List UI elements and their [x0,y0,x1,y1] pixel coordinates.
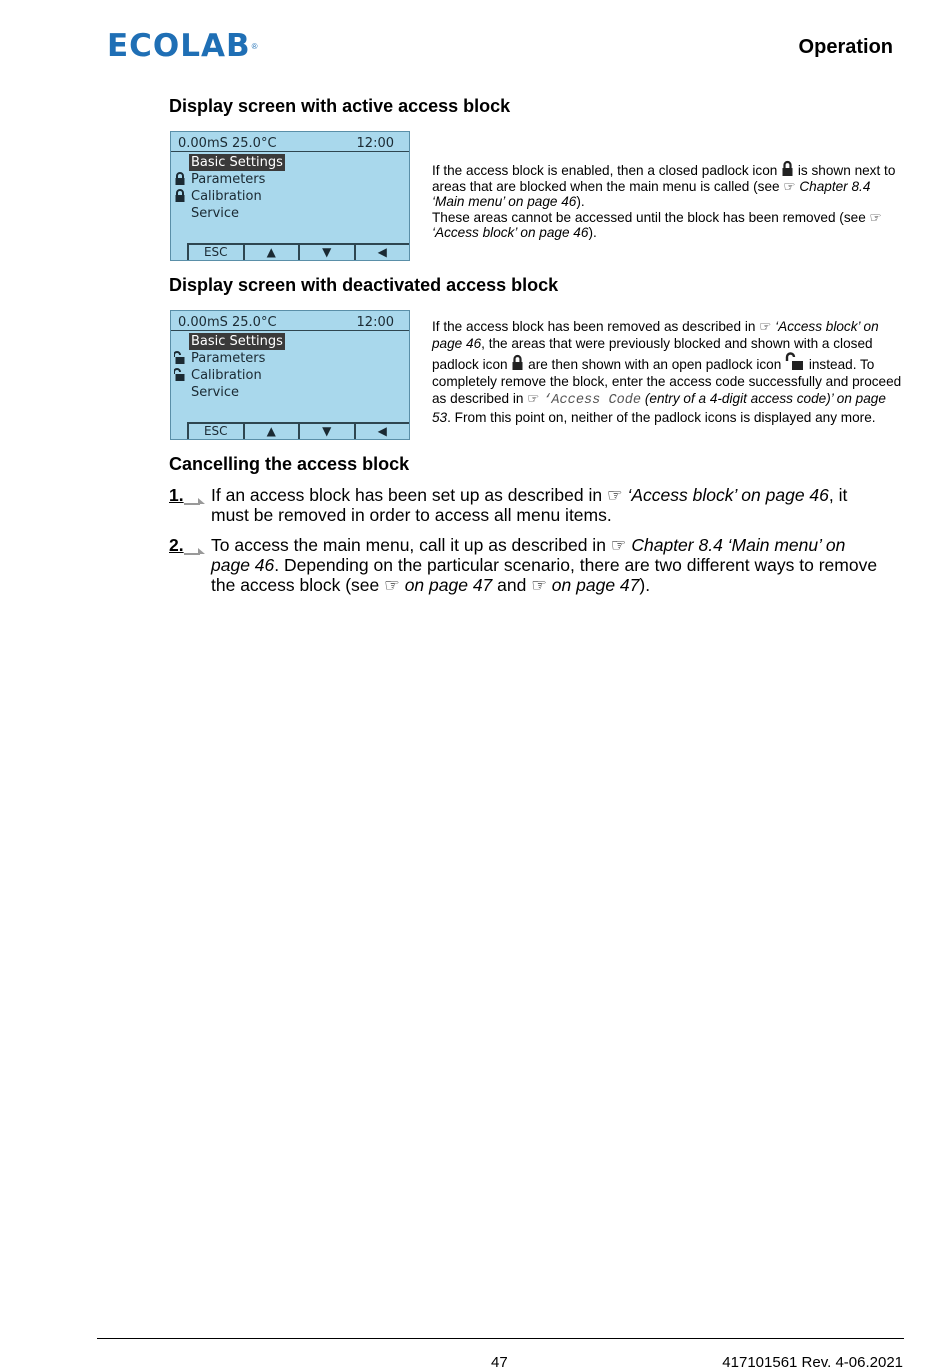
step-arrow-icon [184,545,206,557]
step-arrow-icon [184,495,206,507]
cross-reference-link[interactable]: Chapter 8.4 ‘Main menu’ on page 46 [211,535,846,575]
lcd-softkey-bar [187,422,409,439]
softkey-down: ▼ [298,424,354,439]
text-run: If the access block has been removed as described in [432,319,760,334]
ecolab-logo: ECOLAB ® [107,28,258,64]
text-run: , the areas that were previously blocked and shown with a closed padlock icon [432,336,873,372]
lcd-menu-item: Service [191,385,240,400]
step-number: 1. [169,485,184,505]
softkey-left: ◀ [354,245,410,260]
lcd-menu-item: Calibration [191,189,262,204]
closed-padlock-icon [174,172,186,186]
open-padlock-icon [785,352,805,371]
softkey-esc: ESC [187,245,243,260]
lcd-status-bar [178,315,394,330]
cross-reference-link[interactable]: Chapter 8.4 ‘Main menu’ on page 46 [432,178,871,209]
text-run: , it must be removed in order to access all menu items. [211,485,848,525]
lcd-menu-item: Calibration [191,368,262,383]
reference-hand-icon: ☞ [869,209,882,225]
softkey-left: ◀ [354,424,410,439]
lcd-menu-item: Basic Settings [191,155,283,170]
text-run: are then shown with an open padlock icon [524,357,786,372]
text-run: ). [639,575,651,595]
lcd-time: 12:00 [356,136,394,151]
text-run: These areas cannot be accessed until the block has been removed (see [432,209,870,225]
text-run: and [492,575,532,595]
reference-hand-icon: ☞ [527,391,544,406]
section-heading-active-block: Display screen with active access block [169,96,511,116]
closed-padlock-icon [174,189,186,203]
lcd-time: 12:00 [356,315,394,330]
active-block-description [432,160,902,241]
lcd-readings: 0.00mS 25.0°C [178,315,277,330]
deactivated-block-description [432,318,902,426]
section-heading-cancelling: Cancelling the access block [169,454,410,474]
text-run: is shown next to areas that are blocked when the main menu is called (see [432,163,896,194]
cross-reference-link[interactable]: ‘Access block’ on page 46 [627,485,829,505]
reference-hand-icon: ☞ [384,575,405,595]
lcd-menu-item: Parameters [191,172,266,187]
lcd-screen-active-block [170,131,410,261]
reference-hand-icon: ☞ [531,575,552,595]
text-run: . Depending on the particular scenario, there are two different ways to remove the access block (see [211,555,878,595]
document-id: 417101561 Rev. 4-06.2021 [722,1354,903,1371]
step-item [169,535,889,595]
cross-reference-link[interactable]: ‘Access Code [543,393,642,408]
text-run: . From this point on, neither of the padlock icons is displayed any more. [447,410,876,425]
softkey-up: ▲ [243,424,299,439]
lcd-menu-item: Parameters [191,351,266,366]
cross-reference-link[interactable]: ‘Access block’ on page 46 [432,225,589,240]
text-run: To access the main menu, call it up as described in [211,535,611,555]
step-number: 2. [169,535,184,555]
footer-divider [97,1338,904,1339]
reference-hand-icon: ☞ [610,535,632,555]
softkey-esc: ESC [187,424,243,439]
text-run: ). [576,194,585,209]
lcd-screen-deactivated-block [170,310,410,440]
softkey-down: ▼ [298,245,354,260]
reference-hand-icon: ☞ [606,485,628,505]
cross-reference-link[interactable]: on page 47 [551,575,640,595]
lcd-softkey-bar [187,243,409,260]
open-padlock-icon [174,351,186,365]
lcd-menu-item: Basic Settings [191,334,283,349]
softkey-up: ▲ [243,245,299,260]
logo-text: ECOLAB [107,28,251,64]
text-run: If an access block has been set up as described in [211,485,607,505]
step-item [169,485,889,525]
cross-reference-link[interactable]: (entry of a 4-digit access code)’ on page 53 [432,391,886,425]
page-number: 47 [491,1354,508,1371]
section-heading-deactivated-block: Display screen with deactivated access block [169,275,559,295]
cross-reference-link[interactable]: ‘Access block’ on page 46 [432,319,879,351]
lcd-readings: 0.00mS 25.0°C [178,136,277,151]
text-run: instead. To completely remove the block, enter the access code successfully and proceed as described in [432,357,902,406]
chapter-title: Operation [798,36,893,58]
reference-hand-icon: ☞ [759,319,776,334]
lcd-menu-item: Service [191,206,240,221]
text-run: ). [588,225,597,240]
cross-reference-link[interactable]: on page 47 [404,575,493,595]
lcd-status-bar [178,136,394,151]
reference-hand-icon: ☞ [783,178,800,194]
closed-padlock-icon [511,354,524,371]
text-run: If the access block is enabled, then a closed padlock icon [432,163,782,178]
closed-padlock-icon [781,160,794,177]
open-padlock-icon [174,368,186,382]
